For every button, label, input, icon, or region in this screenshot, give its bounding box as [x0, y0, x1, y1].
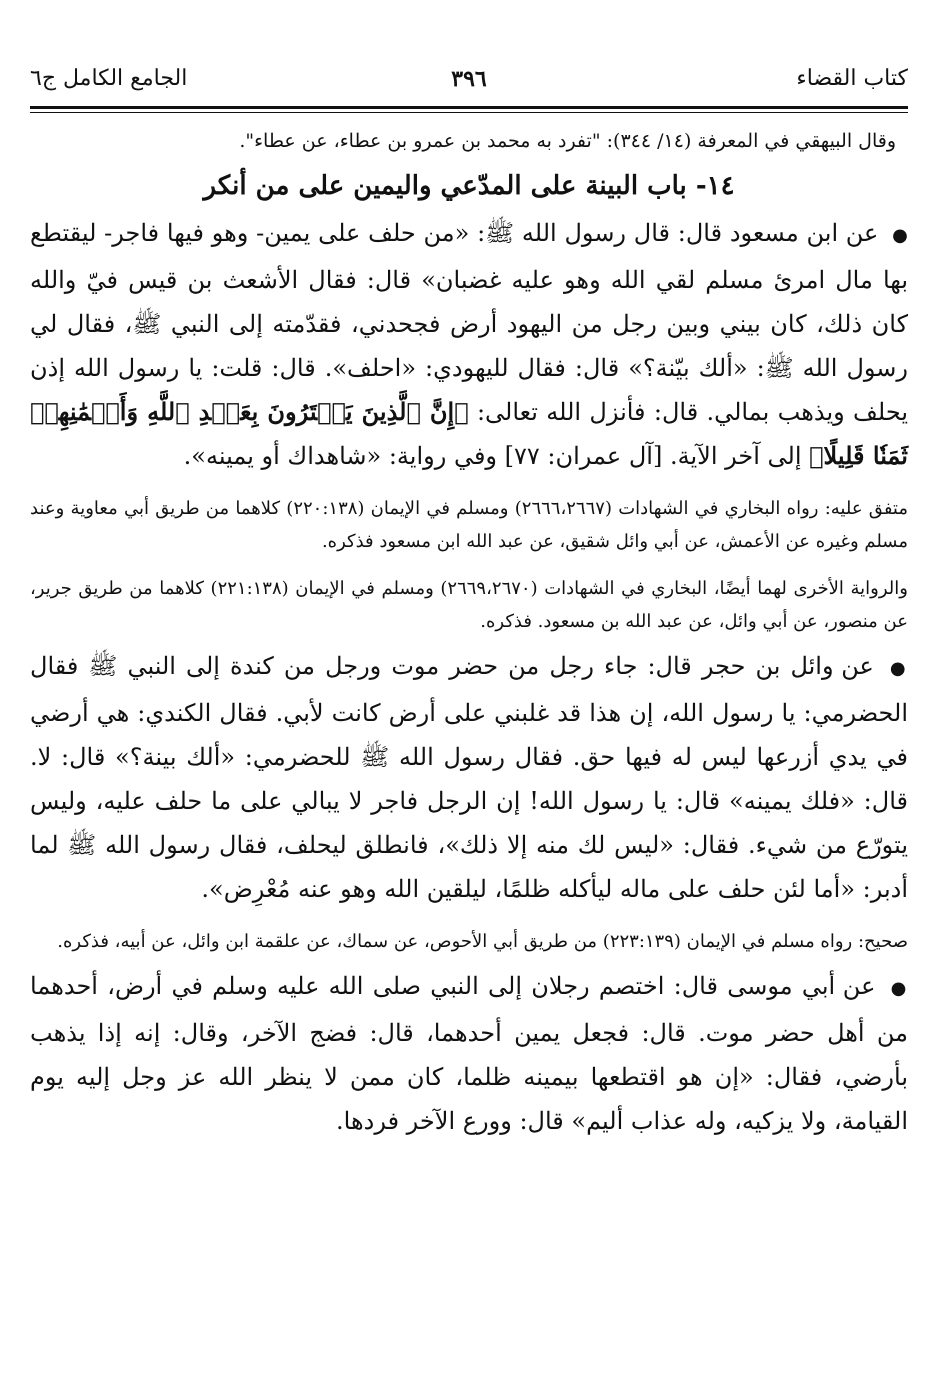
- page-body: [30, 125, 908, 1143]
- quran-verse: ﴿إِنَّ ٱلَّذِينَ يَشۡتَرُونَ بِعَهۡدِ ٱللَّهِ وَأَيۡمَٰنِهِمۡ ثَمَنٗا قَلِيلًا﴾: [30, 397, 908, 470]
- hadith-3: [30, 964, 908, 1143]
- header-rule-thin: [30, 112, 908, 113]
- source-note-2: والرواية الأخرى لهما أيضًا، البخاري في الشهادات (٢٦٦٩،٢٦٧٠) ومسلم في الإيمان (٢٢١:١٣٨) كلاهما من طريق جرير، عن منصور، عن أبي وائل، عن عبد الله بن مسعود. فذكره.: [30, 578, 908, 632]
- source-note-1: متفق عليه: رواه البخاري في الشهادات (٢٦٦٦،٢٦٦٧) ومسلم في الإيمان (٢٢٠:١٣٨) كلاهما من طريق أبي معاوية وعند مسلم وغيره عن الأعمش، عن أبي وائل شقيق، عن عبد الله ابن مسعود فذكره.: [30, 498, 909, 552]
- header-rule-thick: [30, 106, 908, 109]
- book-title: الجامع الكامل ج٦: [30, 66, 188, 91]
- page-number: ٣٩٦: [451, 66, 487, 92]
- book-section-title: كتاب القضاء: [796, 66, 908, 91]
- source-note-3: صحيح: رواه مسلم في الإيمان (٢٢٣:١٣٩) من طريق أبي الأحوص، عن سماك، عن علقمة ابن وائل، عن أبيه، فذكره.: [57, 931, 908, 952]
- hadith-2-text: عن وائل بن حجر قال: جاء رجل من حضر موت ورجل من كندة إلى النبي ﷺ فقال الحضرمي: يا رسول الله، إن هذا قد غلبني على أرض كانت لأبي. فقال الكندي: هي أرضي في يدي أزرعها ليس له فيها حق. فقال رسول الله ﷺ للحضرمي: «ألك بينة؟» قال: لا. قال: «فلك يمينه» قال: يا رسول الله! إن الرجل فاجر لا يبالي على ما حلف عليه، وليس يتورّع من شيء. فقال: «ليس لك منه إلا ذلك»، فانطلق ليحلف، فقال رسول الله ﷺ لما أدبر: «أما لئن حلف على ماله ليأكله ظلمًا، ليلقين الله وهو عنه مُعْرِض».: [30, 652, 908, 903]
- page: [30, 58, 908, 1143]
- bullet-icon: ●: [890, 978, 908, 999]
- hadith-1-text-after: إلى آخر الآية. [آل عمران: ٧٧] وفي رواية: «شاهداك أو يمينه».: [183, 442, 802, 470]
- bullet-icon: ●: [892, 225, 908, 246]
- hadith-3-text: عن أبي موسى قال: اختصم رجلان إلى النبي صلى الله عليه وسلم في أرض، أحدهما من أهل حضر موت. قال: فجعل يمين أحدهما، قال: فضج الآخر، وقال: إنه إذا يذهب بأرضي، فقال: «إن هو اقتطعها بيمينه ظلما، كان ممن لا ينظر الله عز وجل إليه يوم القيامة، ولا يزكيه، وله عذاب أليم» قال: وورع الآخر فردها.: [30, 972, 908, 1135]
- hadith-2: [30, 644, 908, 911]
- top-note: وقال البيهقي في المعرفة (١٤/ ٣٤٤): "تفرد به محمد بن عمرو بن عطاء، عن عطاء".: [239, 130, 896, 152]
- hadith-1: [30, 211, 908, 478]
- bullet-icon: ●: [889, 658, 908, 679]
- chapter-title: ١٤- باب البينة على المدّعي واليمين على من أنكر: [203, 171, 735, 201]
- hadith-1-text: عن ابن مسعود قال: قال رسول الله ﷺ: «من حلف على يمين- وهو فيها فاجر- ليقتطع بها مال امرئ مسلم لقي الله وهو عليه غضبان» قال: فقال الأشعث بن قيس فيّ والله كان ذلك، كان بيني وبين رجل من اليهود أرض فجحدني، فقدّمته إلى النبي ﷺ، فقال لي رسول الله ﷺ: «ألك بيّنة؟» قال: فقال لليهودي: «احلف». قال: قلت: يا رسول الله إذن يحلف ويذهب بمالي. قال: فأنزل الله تعالى:: [30, 219, 908, 426]
- page-header: [30, 58, 908, 104]
